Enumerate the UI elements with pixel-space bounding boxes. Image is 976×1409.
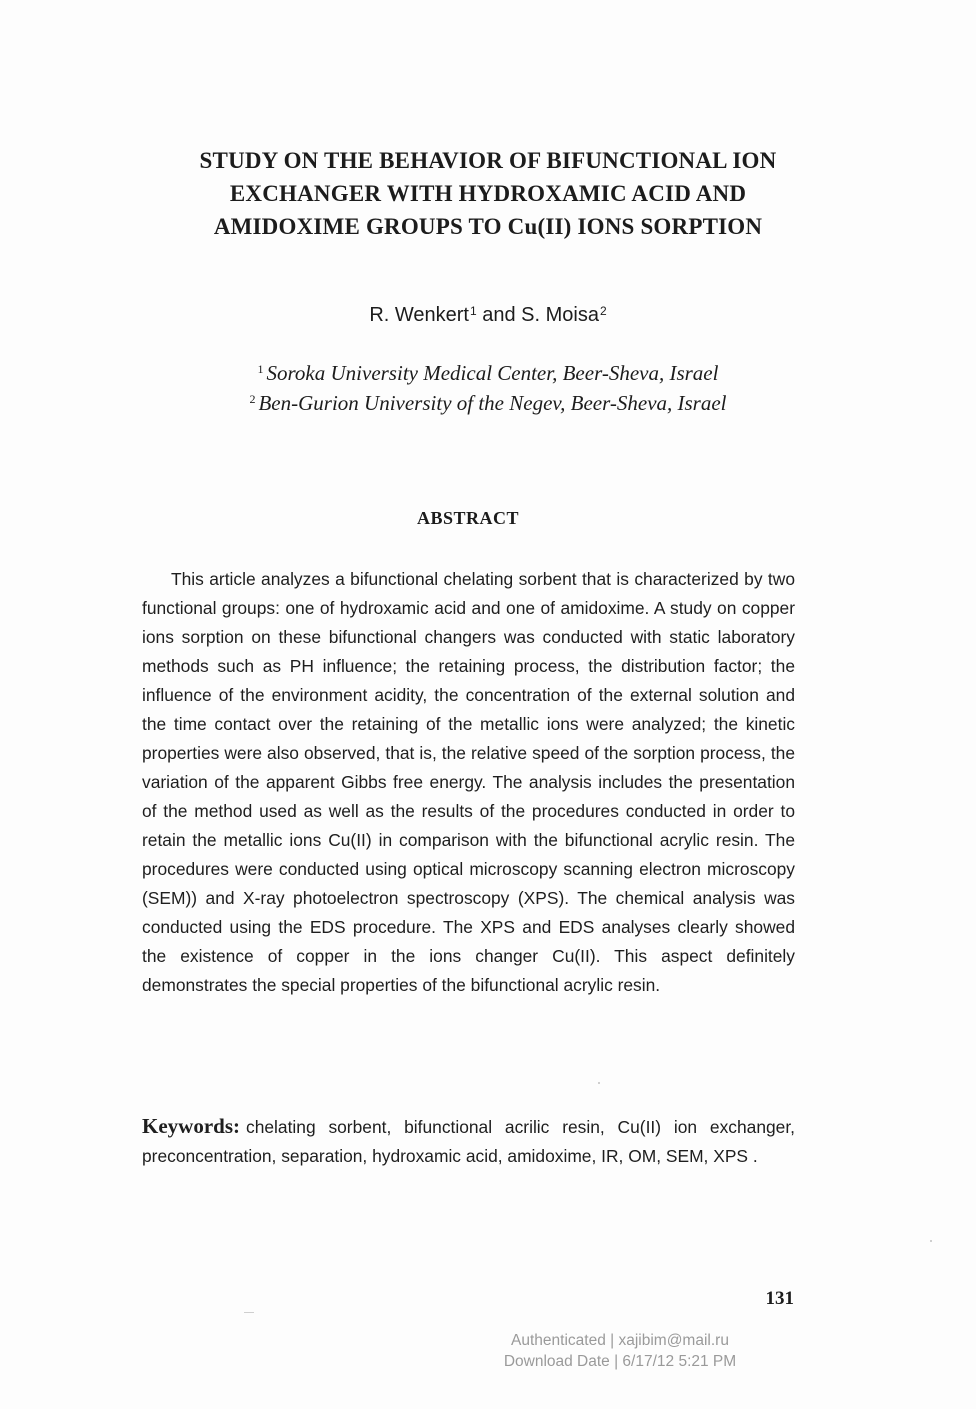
author-connector: and (476, 304, 522, 326)
affiliation-line (120, 358, 856, 388)
keywords-text: chelating sorbent, bifunctional acrilic resin, Cu(II) ion exchanger, preconcentration, separation, hydroxamic acid, amidoxime, IR, OM, SEM, XPS . (142, 1117, 795, 1166)
page-number: 131 (765, 1288, 794, 1309)
author-superscript: 1 (470, 304, 477, 318)
keywords-label: Keywords: (142, 1114, 240, 1138)
author-superscript: 2 (599, 304, 607, 318)
author-name: S. Moisa (521, 304, 599, 326)
affiliation-superscript: 1 (257, 362, 264, 376)
title-line: AMIDOXIME GROUPS TO Cu(II) IONS SORPTION (213, 214, 763, 239)
abstract-heading: ABSTRACT (416, 508, 520, 528)
affiliation-text: Ben-Gurion University of the Negev, Beer-Sheva, Israel (258, 391, 727, 415)
watermark-date-line: Download Date | 6/17/12 5:21 PM (503, 1353, 737, 1370)
author-name: R. Wenkert (369, 304, 469, 326)
title-line: EXCHANGER WITH HYDROXAMIC ACID AND (229, 181, 747, 206)
affiliation-line (120, 388, 856, 418)
affiliation-superscript: 2 (249, 392, 256, 406)
scan-speck (244, 1312, 254, 1313)
abstract-body: This article analyzes a bifunctional chelating sorbent that is characterized by two functional groups: one of hydroxamic acid and one of amidoxime. A study on copper ions sorption on these bifunctional changers was conducted with static laboratory methods such as PH influence; the retaining process, the distribution factor; the influence of the environment acidity, the concentration of the external solution and the time contact over the retaining of the metallic ions were analyzed; the kinetic properties were also observed, that is, the relative speed of the sorption process, the variation of the apparent Gibbs free energy. The analysis includes the presentation of the method used as well as the results of the procedures conducted in order to retain the metallic ions Cu(II) in comparison with the bifunctional acrylic resin. The procedures were conducted using optical microscopy scanning electron microscopy (SEM)) and X-ray photoelectron spectroscopy (XPS). The chemical analysis was conducted using the EDS procedure. The XPS and EDS analyses clearly showed the existence of copper in the ions changer Cu(II). This aspect definitely demonstrates the special properties of the bifunctional acrylic resin. (142, 569, 795, 995)
title-line: STUDY ON THE BEHAVIOR OF BIFUNCTIONAL ION (199, 148, 777, 173)
affiliations (120, 358, 856, 418)
paper-title (120, 144, 856, 243)
download-watermark (460, 1330, 780, 1372)
affiliation-text: Soroka University Medical Center, Beer-Sheva, Israel (266, 361, 719, 385)
scan-speck (598, 1082, 600, 1084)
watermark-auth-line: Authenticated | xajibim@mail.ru (511, 1332, 729, 1349)
author-line (120, 300, 856, 330)
scan-speck (930, 1240, 932, 1242)
keywords-paragraph (142, 1112, 795, 1171)
